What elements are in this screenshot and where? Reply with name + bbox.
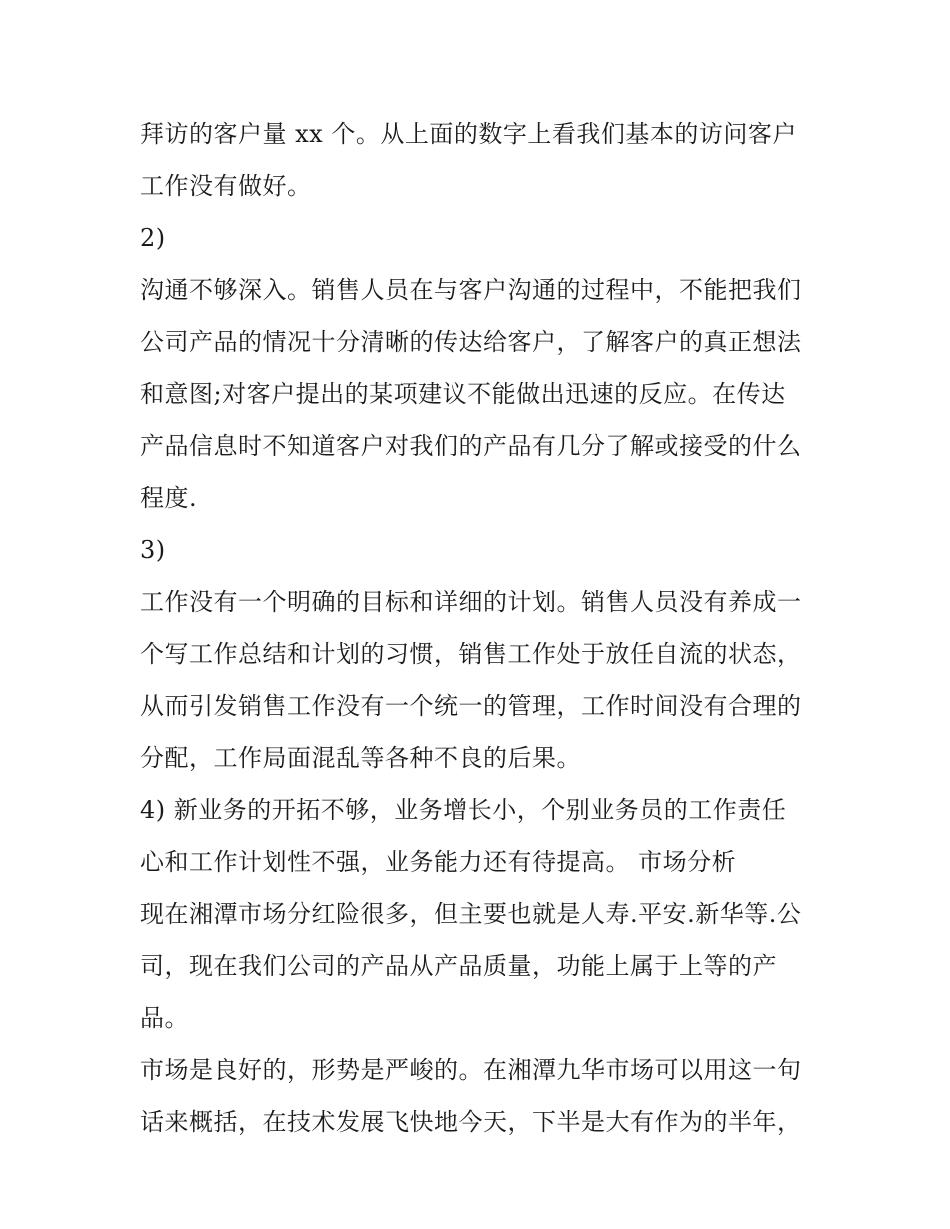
text-line: 4) 新业务的开拓不够，业务增长小，个别业务员的工作责任 <box>140 796 787 824</box>
text-line: 工作没有做好。 <box>140 172 312 200</box>
document-body <box>140 108 820 1148</box>
text-line: 公司产品的情况十分清晰的传达给客户，了解客户的真正想法 <box>140 328 802 356</box>
text-line: 品。 <box>140 1004 189 1032</box>
text-line: 话来概括，在技术发展飞快地今天，下半是大有作为的半年， <box>140 1108 802 1136</box>
text-line: 从而引发销售工作没有一个统一的管理，工作时间没有合理的 <box>140 692 802 720</box>
text-line: 个写工作总结和计划的习惯，销售工作处于放任自流的状态， <box>140 640 802 668</box>
text-line: 程度. <box>140 484 198 512</box>
text-line: 沟通不够深入。销售人员在与客户沟通的过程中，不能把我们 <box>140 276 802 304</box>
text-line: 工作没有一个明确的目标和详细的计划。销售人员没有养成一 <box>140 588 802 616</box>
text-line: 心和工作计划性不强，业务能力还有待提高。 市场分析 <box>140 848 737 876</box>
text-line: 和意图;对客户提出的某项建议不能做出迅速的反应。在传达 <box>140 380 786 408</box>
text-line: 司，现在我们公司的产品从产品质量，功能上属于上等的产 <box>140 952 777 980</box>
list-marker: 2) <box>140 224 166 252</box>
text-line: 产品信息时不知道客户对我们的产品有几分了解或接受的什么 <box>140 432 802 460</box>
text-line: 拜访的客户量 xx 个。从上面的数字上看我们基本的访问客户 <box>140 120 797 148</box>
text-line: 市场是良好的，形势是严峻的。在湘潭九华市场可以用这一句 <box>140 1056 802 1084</box>
text-line: 现在湘潭市场分红险很多，但主要也就是人寿.平安.新华等.公 <box>140 900 802 928</box>
text-line: 分配，工作局面混乱等各种不良的后果。 <box>140 744 581 772</box>
list-marker: 3) <box>140 536 166 564</box>
